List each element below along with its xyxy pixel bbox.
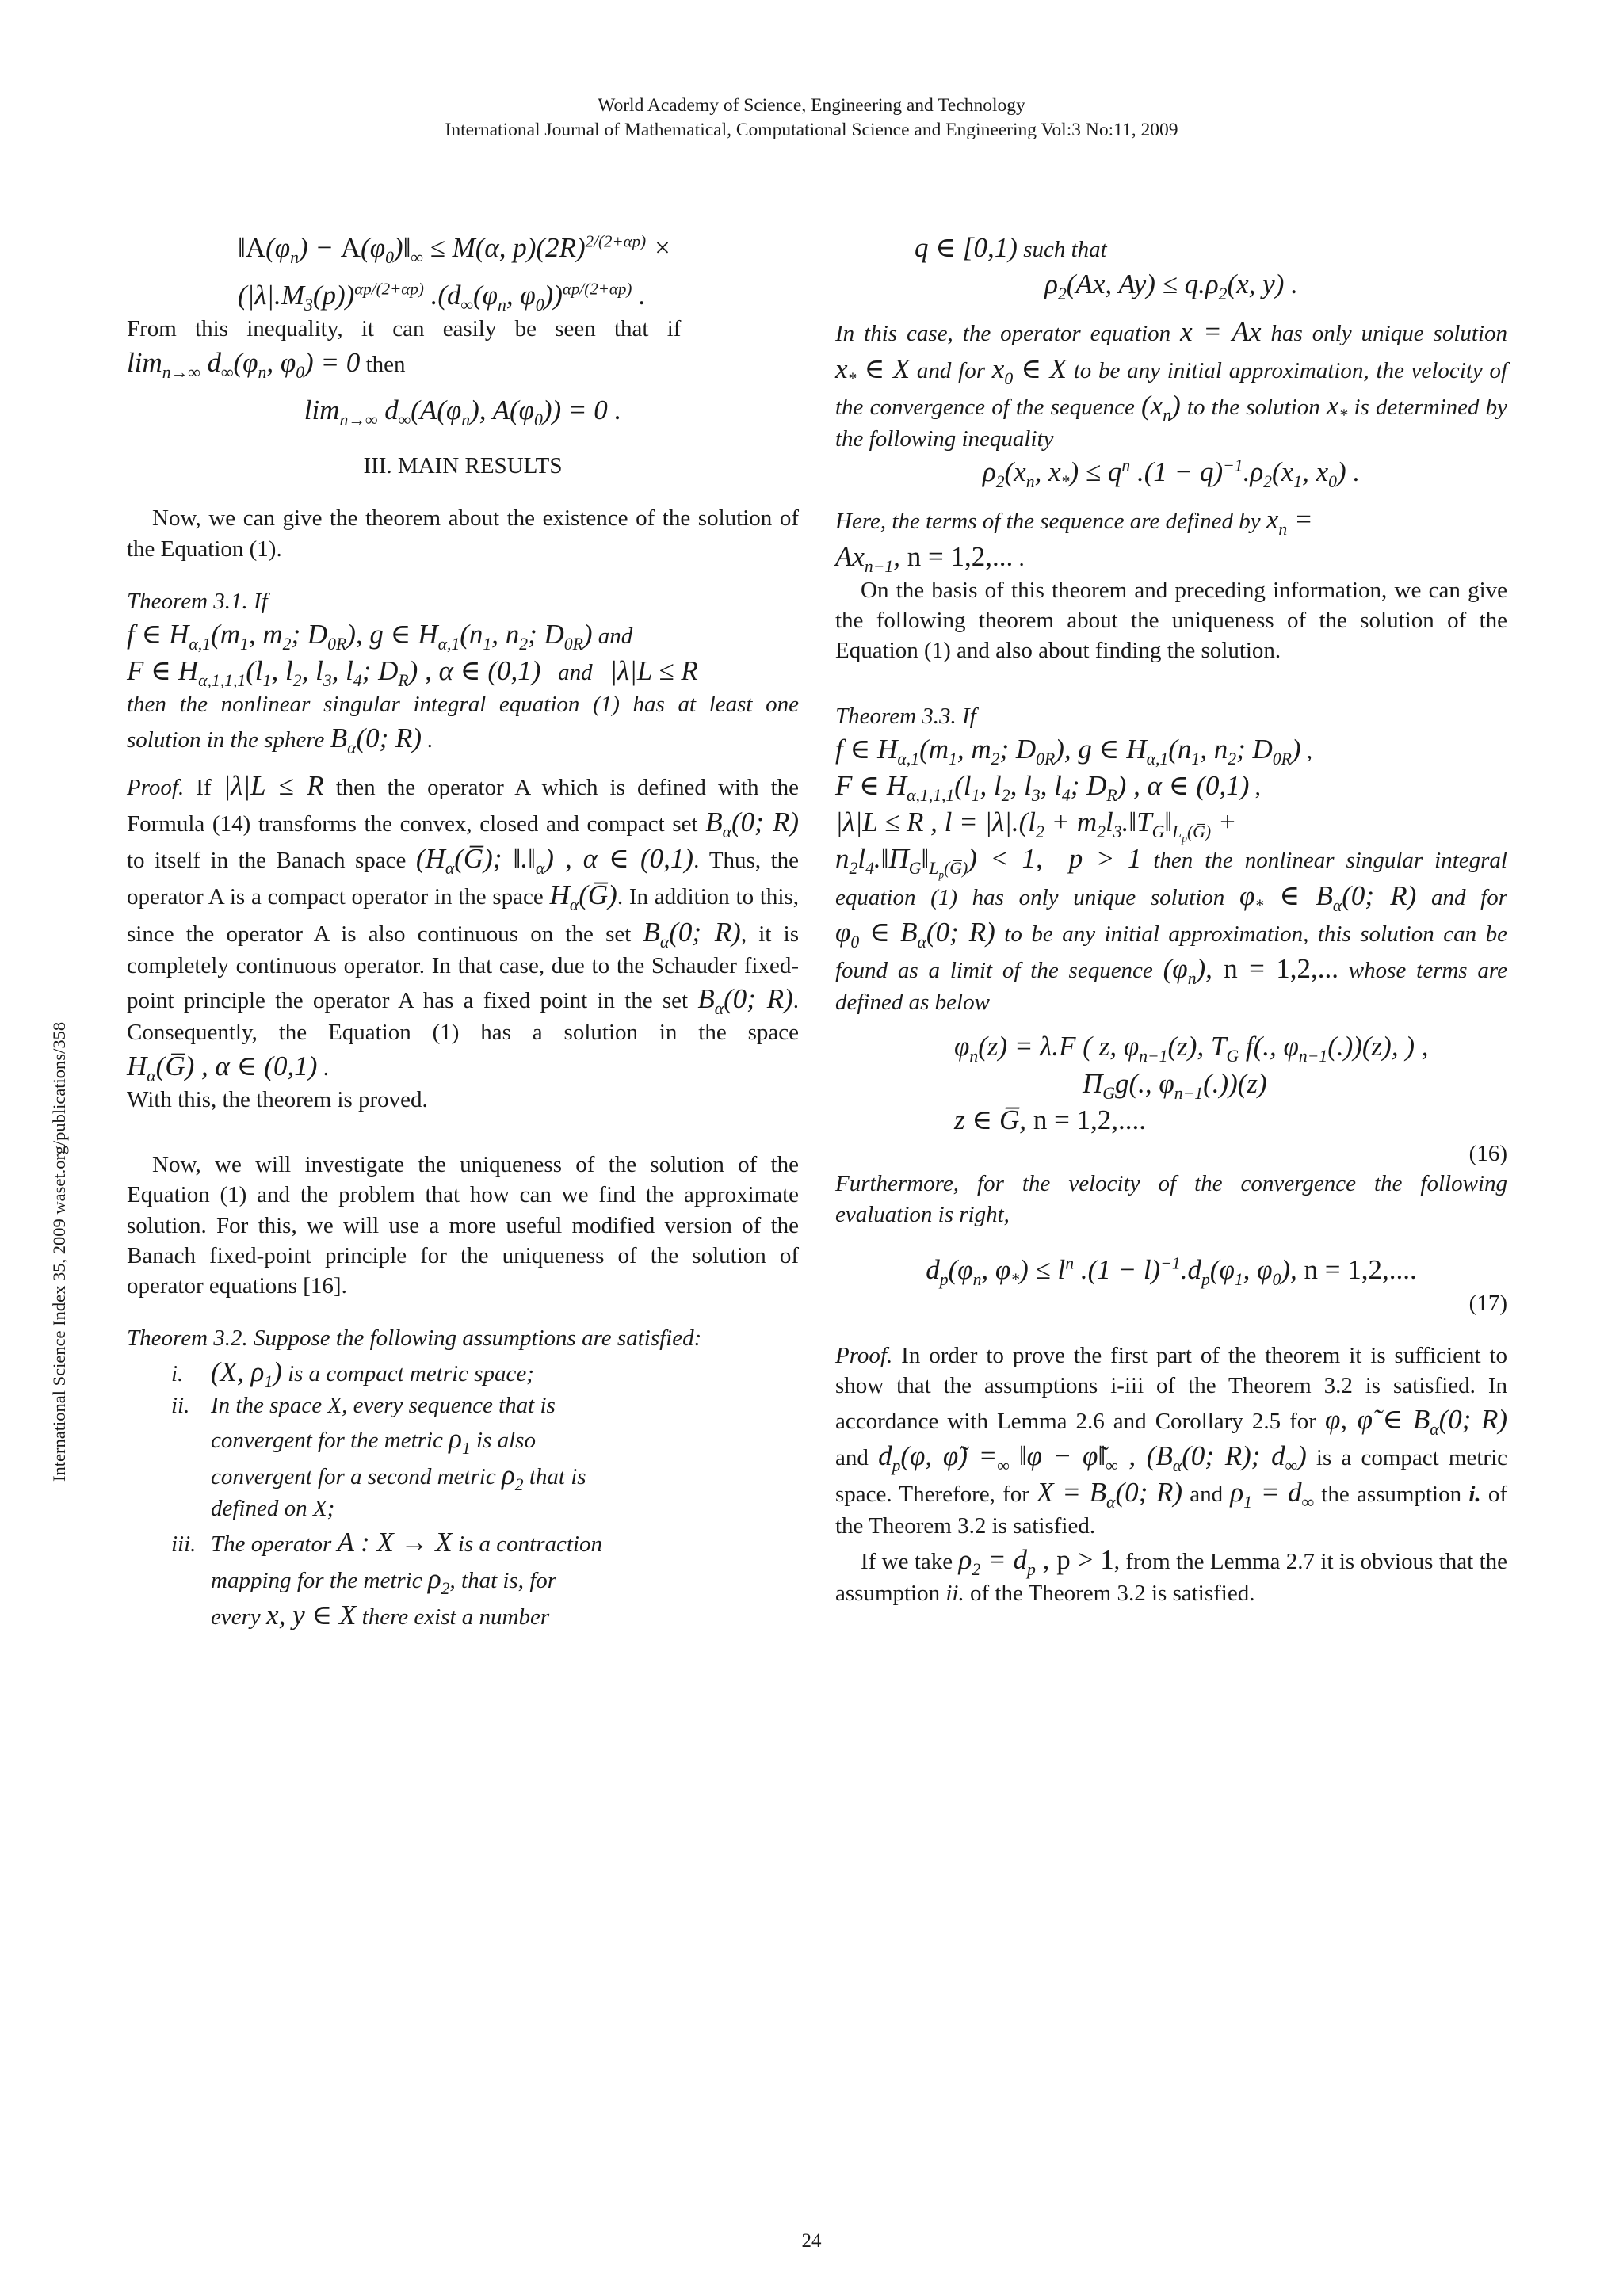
assumption-ii-text-2: convergent for the metric: [211, 1428, 443, 1454]
text-from-inequality: [127, 314, 799, 344]
equation-contraction: $\rho_2(Ax$, $Ay) \le q.\rho_2(x$, y) .: [1044, 269, 1298, 304]
text-and: and: [598, 624, 633, 650]
assumption-i-text: is a compact metric space;: [288, 1360, 534, 1386]
paragraph-uniqueness: Now, we will investigate the uniqueness of the solution of the Equation (1) and the problem that how can we find the approximate solution. For this, we will use a more useful modified version of the Banach fixed-point principle for the uniqueness of the solution of operator equations [16].: [127, 1152, 799, 1299]
assumption-ii-num: ii.: [171, 1392, 190, 1418]
journal-org: World Academy of Science, Engineering and Technology: [598, 95, 1025, 116]
assumption-i-num: i.: [171, 1360, 184, 1386]
theorem-3-3-title: Theorem 3.3. If: [835, 703, 976, 729]
right-column: [835, 230, 1507, 1608]
proof-3-3-label: Proof.: [835, 1343, 893, 1369]
proof-3-3-is: is a compact metric space.: [835, 1444, 1507, 1508]
proof-3-1-end: With this, the theorem is proved.: [127, 1086, 428, 1112]
if-we-take: If we take: [861, 1548, 953, 1574]
proof-if: If: [196, 774, 212, 800]
equation-number-17: (17): [1468, 1290, 1507, 1316]
assumption-ii-ref: ii.: [945, 1580, 964, 1606]
side-index-label: [48, 1021, 74, 1516]
proof-3-3-and-2: and: [1190, 1482, 1224, 1508]
case-text-3: and for: [916, 357, 986, 383]
equation-number-16: (16): [1468, 1140, 1507, 1166]
equation-convergence: $\rho_2(x_n$, $x_*) \le q^n$ $.(1 - q)^{-1}.\rho_2(x_1$, $x_0$) .: [982, 456, 1361, 492]
proof-part-f: . Consequently, the Equation (1) has a solution in the space: [127, 988, 799, 1046]
paragraph-existence: Now, we can give the theorem about the existence of the solution of the Equation (1).: [127, 505, 799, 562]
assumption-iii-text-3: mapping for the metric: [211, 1567, 422, 1593]
assumption-i: i. (X, $\rho_1$) is a compact metric space;: [171, 1356, 534, 1391]
text-then: then: [365, 351, 406, 377]
proof-label: Proof.: [127, 774, 185, 800]
sequence-definition-2: $Ax_{n-1}$, n = 1,2,... .: [835, 540, 1025, 576]
equation-a2: $(|\lambda|.M_3(p))^{\alpha p/(2+\alpha p)}$ $.(d_\infty(\varphi_n$, $\varphi_0))^{\alpha p/(2+\alpha p)}$ .: [238, 279, 646, 315]
assumption-iii-text-6: there exist a number: [361, 1604, 550, 1630]
proof-3-3-assumption: the assumption: [1321, 1482, 1462, 1508]
assumption-ii-text-5: that is: [529, 1464, 586, 1490]
assumption-iii-num: iii.: [171, 1531, 197, 1557]
theorem-3-1-then: then the nonlinear singular integral equation (1) has at least one solution in the sphere: [127, 692, 799, 753]
proof-part-c: . Thus, the operator A is a compact operator in the space: [127, 848, 799, 910]
proof-part-b: to itself in the Banach space: [127, 848, 407, 874]
assumption-iii-line-3: every x, y ∈ X there exist a number: [211, 1600, 550, 1631]
proof-3-1: Proof. If |λ|L ≤ R then the operator A which is defined with the Formula (14) transforms the convex, closed and compact set $B_\alpha(0$; R) to itself in the Banach space ($H_\alpha(G̅)$; $‖.‖_\alpha$) , α ∈ (0,1). Thus, the operator A is a compact operator in the space $H_\alpha(G̅)$. In addition to this, since the operator A is also continuous on the set $B_\alpha(0$; R), it is completely continuous operator. In that case, due to the Schauder fixed-point principle the operator A has a fixed point in the set $B_\alpha(0$; R). Consequently, the Equation (1) has a solution in the space $H_\alpha(G̅)$ , α ∈ (0,1) .: [127, 769, 800, 1085]
if-we-take-3: of the Theorem 3.2 is satisfied.: [970, 1580, 1255, 1606]
assumption-ii-text-4: convergent for a second metric: [211, 1464, 496, 1490]
paragraph-unique-solution: In this case, the operator equation x = Ax has only unique solution $x_*$ ∈ X and for $x_0$ ∈ X to be any initial approximation, the velocity of the convergence of the sequence $(x_n)$ to the solution $x_*$ is determined by the following inequality: [835, 316, 1508, 452]
if-we-take-2: , from the Lemma 2.7 it is obvious that the assumption: [835, 1548, 1508, 1606]
theorem-3-3-cond-1: f ∈ $H_{\alpha,1}(m_1$, $m_2$; $D_{0R}$), g ∈ $H_{\alpha,1}(n_1$, $n_2$; $D_{0R}$) ,: [835, 733, 1313, 769]
text-such-that: such that: [1023, 237, 1107, 262]
proof-part-e: , it is completely continuous operator. In that case, due to the Schauder fixed-point principle the operator A has a fixed point in the set: [127, 921, 799, 1014]
section-heading-main-results: III. MAIN RESULTS: [363, 453, 563, 479]
limit-condition-line: $\lim_{n\to\infty} d_\infty(\varphi_n$, $\varphi_0) = 0$ then: [127, 346, 406, 382]
assumption-ii-line-2: convergent for the metric $\rho_1$ is also: [211, 1423, 536, 1459]
equation-limit: $\lim_{n\to\infty} d_\infty(A(\varphi_n)$, $A(\varphi_0)) = 0$ .: [304, 394, 622, 429]
assumption-iii-text-2: is a contraction: [457, 1531, 602, 1557]
assumption-iii-line-2: mapping for the metric $\rho_2$, that is, for: [211, 1562, 557, 1598]
proof-3-3-therefore: Therefore, for: [899, 1482, 1029, 1508]
equation-a1: $‖A(\varphi_n)$ − $A(\varphi_0)‖_\infty \le M(\alpha$, $p)(2R)^{2/(2+\alpha p)}$ ×: [238, 231, 672, 267]
assumption-iii-text-1: The operator: [211, 1531, 332, 1557]
theorem-3-3-cond-2: F ∈ $H_{\alpha,1,1,1}(l_1$, $l_2$, $l_3$, $l_4$; $D_R$) , α ∈ (0,1) ,: [835, 770, 1261, 806]
assumption-iii-text-4: , that is, for: [449, 1567, 557, 1593]
page-header: [0, 93, 1623, 143]
here-text: Here, the terms of the sequence are defined by: [835, 509, 1261, 535]
proof-3-3-part-a: In order to prove the first part of the theorem it is sufficient to show that the assumptions i-iii of the Theorem 3.2 is satisfied. In accordance with Lemma 2.6 and Corollary 2.5: [835, 1343, 1508, 1434]
left-column: [127, 230, 799, 1634]
paragraph-velocity: Furthermore, for the velocity of the convergence the following evaluation is right,: [835, 1171, 1507, 1227]
theorem-3-3-and: and for: [1430, 884, 1508, 910]
equation-16-line-3: z ∈ G̅, n = 1,2,....: [954, 1104, 1147, 1135]
theorem-3-3-then: then the nonlinear singular integral equation (1) has only unique solution: [835, 848, 1507, 910]
theorem-3-1-title: Theorem 3.1. If: [127, 588, 268, 614]
paragraph-basis: On the basis of this theorem and preceding information, we can give the following theorem about the uniqueness of the solution of the Equation (1) and also about finding the solution.: [835, 577, 1507, 664]
case-text-4: to be any initial approximation, the velocity of the convergence of the sequence: [835, 357, 1508, 420]
proof-part-d: . In addition to this, since the operator A is also continuous on the set: [127, 884, 799, 947]
page-number: 24: [801, 2230, 822, 2252]
assumption-iii-text-5: every: [211, 1604, 261, 1630]
theorem-3-1-conditions-2: F ∈ $H_{\alpha,1,1,1}(l_1$, $l_2$, $l_3$, $l_4$; $D_R$) , α ∈ (0,1) and |λ|L ≤ R: [127, 655, 698, 691]
assumption-ii-line-3: convergent for a second metric $\rho_2$ that is: [211, 1459, 586, 1495]
proof-part-a: then the operator A which is defined with the Formula (14) transforms the convex, closed and compact set: [127, 774, 800, 837]
equation-17: $d_p(\varphi_n$, $\varphi_*) \le l^n$ $.(1 - l)^{-1}.d_p(\varphi_1$, $\varphi_0$), n = 1,2,....: [926, 1253, 1417, 1289]
theorem-3-3-cond-4: $n_2l_4.‖\Pi_G‖_{L_p(G̅)}) < 1$, p > 1 then the nonlinear singular integral equation (1) has only unique solution $\varphi_*$ ∈ $B_\alpha(0$; R) and for $\varphi_0$ ∈ $B_\alpha(0$; R) to be any initial approximation, this solution can be found as a limit of the sequence $(\varphi_n)$, n = 1,2,... whose terms are defined as below: [835, 843, 1508, 1016]
side-index-text: International Science Index 35, 2009 waset.org/publications/358: [49, 1021, 69, 1482]
theorem-3-1-conditions-1: f ∈ $H_{\alpha,1}(m_1$, $m_2$; $D_{0R}$), g ∈ $H_{\alpha,1}(n_1$, $n_2$; $D_{0R}$) and: [127, 619, 633, 654]
theorem-3-3-part-c: whose terms are defined as below: [835, 957, 1507, 1016]
assumption-iii: iii. The operator A : X → X is a contraction: [171, 1524, 799, 1561]
proof-3-3: Proof. In order to prove the first part of the theorem it is sufficient to show that the assumptions i-iii of the Theorem 3.2 is satisfied. In accordance with Lemma 2.6 and Corollary 2.5 for φ, φ̃ ∈ $B_\alpha(0$; R) and $d_p(\varphi$, φ̃) $=_\infty$ ‖φ − $\varphĩ‖_\infty$ , ($B_\alpha(0$; R); $d_\infty$) is a compact metric space. Therefore, for $X = B_\alpha(0$; R) and $\rho_1 = d_\infty$ the assumption i. of the Theorem 3.2 is satisfied.: [835, 1343, 1508, 1539]
assumption-ii-line-4: defined on X;: [211, 1496, 335, 1522]
case-text-2: has only unique solution: [1270, 321, 1508, 347]
equation-16-line-2: $\Pi_Gg$(., $\varphi_{n-1}(.))(z)$: [1083, 1067, 1267, 1103]
case-text-5: to the solution: [1186, 394, 1320, 420]
theorem-3-3-cond-3: |λ|L ≤ R , $l = |\lambda|.(l_2$ + $m_2l_3.‖T_G‖_{L_p(G̅)}$ +: [835, 807, 1237, 845]
assumption-ii-text-3: is also: [476, 1428, 536, 1454]
assumption-ii-text-1: In the space X, every sequence that is: [211, 1392, 556, 1418]
paragraph-if-we-take: If we take $\rho_2 = d_p$ , p > 1, from the Lemma 2.7 it is obvious that the assumption ii. of the Theorem 3.2 is satisfied.: [835, 1543, 1508, 1606]
contraction-q-line: q ∈ [0,1) such that: [915, 232, 1107, 263]
case-text-1: In this case, the operator equation: [835, 321, 1171, 347]
proof-3-3-of-theorem: of the Theorem 3.2 is satisfied.: [835, 1482, 1508, 1539]
equation-16-line-1: $\varphi_n(z) = \lambda.F$ ( z, $\varphi_{n-1}(z)$, $T_G$ f(., $\varphi_{n-1}(.))(z)$, ) ,: [954, 1031, 1429, 1066]
theorem-3-2-title: Theorem 3.2. Suppose the following assumptions are satisfied:: [127, 1325, 702, 1352]
journal-title: International Journal of Mathematical, Computational Science and Engineering Vol:3 No:11, 2009: [445, 120, 1178, 140]
proof-3-3-for: for: [1289, 1408, 1316, 1434]
theorem-3-3-part-b: to be any initial approximation, this solution can be found as a limit of the sequence: [835, 921, 1507, 983]
theorem-3-2-assumptions: [127, 1354, 799, 1634]
sequence-definition: Here, the terms of the sequence are defined by $x_n$ =: [835, 504, 1313, 540]
theorem-3-1-conclusion: then the nonlinear singular integral equation (1) has at least one solution in the sphere $B_\alpha(0$; R) .: [127, 692, 799, 757]
case-text-6: is determined by the following inequality: [835, 394, 1508, 452]
assumption-ii: [171, 1390, 799, 1421]
proof-3-3-and: and: [835, 1444, 869, 1470]
text-from: From this inequality, it can easily be seen that if: [127, 316, 682, 342]
proof-3-3-i: i.: [1468, 1482, 1481, 1508]
